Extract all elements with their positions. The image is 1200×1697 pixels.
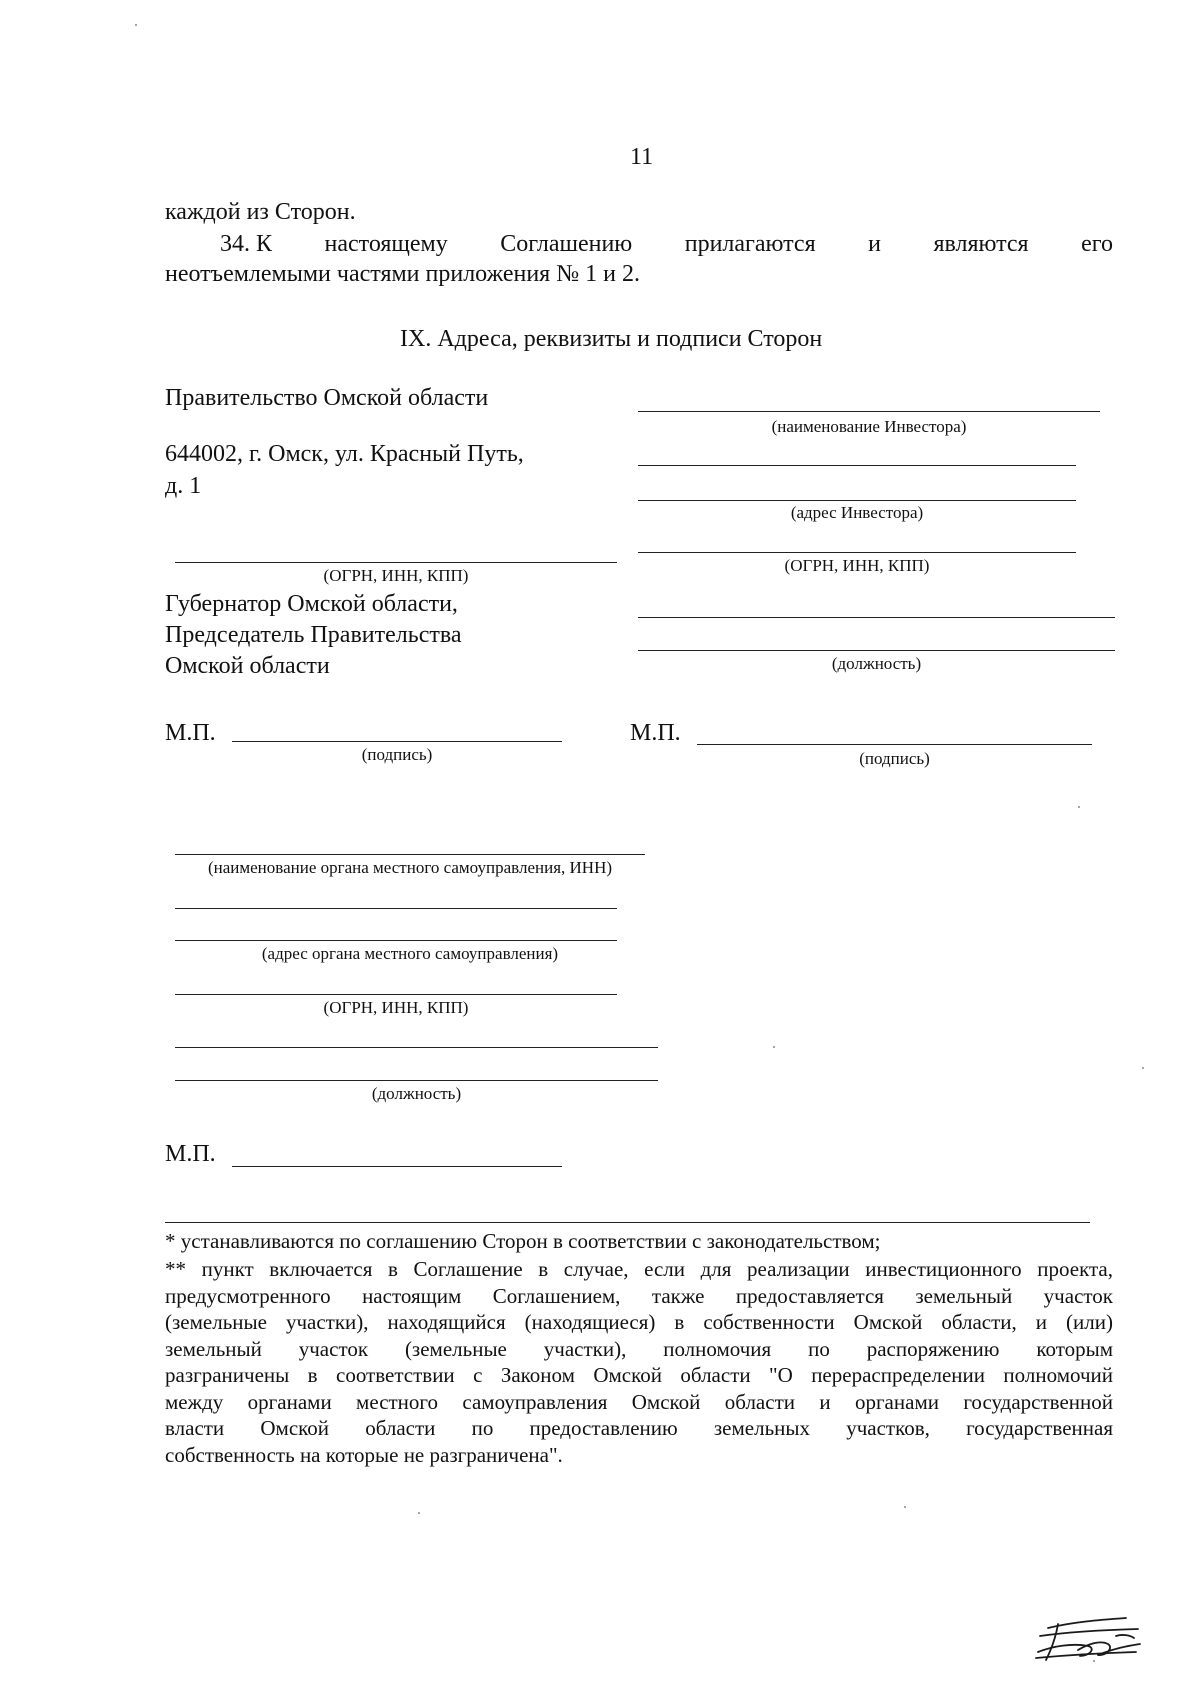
footnote-2-line: разграничены в соответствии с Законом Омской области "О перераспределении полномочий [165, 1363, 1113, 1387]
left-position-3: Омской области [165, 653, 330, 679]
scan-speck [135, 24, 137, 26]
local-signature-line [232, 1166, 562, 1167]
investor-address-caption: (адрес Инвестора) [790, 503, 924, 522]
investor-ogrn-caption: (ОГРН, ИНН, КПП) [784, 556, 930, 575]
left-ogrn-caption: (ОГРН, ИНН, КПП) [323, 566, 469, 585]
page-number: 11 [630, 144, 654, 170]
local-ogrn-caption: (ОГРН, ИНН, КПП) [323, 998, 469, 1017]
left-position-2: Председатель Правительства [165, 622, 462, 648]
investor-name-caption: (наименование Инвестора) [771, 417, 967, 436]
local-position-line-1 [175, 1047, 658, 1048]
local-name-line [175, 854, 645, 855]
p34-word: Соглашению [500, 231, 633, 257]
scan-speck [1093, 1660, 1095, 1662]
scan-speck [1078, 806, 1080, 808]
local-position-caption: (должность) [371, 1084, 462, 1103]
local-address-line-2 [175, 940, 617, 941]
local-mp-label: М.П. [165, 1141, 216, 1167]
investor-position-line-1 [638, 617, 1115, 618]
footnote-2-line: власти Омской области по предоставлению земельных участков, государственная [165, 1416, 1113, 1440]
body-line-1: каждой из Сторон. [165, 199, 356, 225]
local-name-caption: (наименование органа местного самоуправления, ИНН) [207, 858, 613, 877]
scan-speck [1142, 1067, 1144, 1069]
local-position-line-2 [175, 1080, 658, 1081]
paragraph-34-line-1 [165, 230, 1113, 258]
left-party-name: Правительство Омской области [165, 385, 489, 411]
scan-speck [773, 1046, 775, 1048]
left-party-address-2: д. 1 [165, 473, 202, 499]
p34-word: настоящему [324, 231, 448, 257]
left-signature-caption: (подпись) [361, 745, 433, 764]
p34-word: его [1081, 231, 1113, 257]
footnote-2-line: предусмотренного настоящим Соглашением, также предоставляется земельный участок [165, 1283, 1113, 1308]
footnote-2-line: (земельные участки), находящийся (находящиеся) в собственности Омской области, и (или) [165, 1310, 1113, 1334]
investor-ogrn-line [638, 552, 1076, 553]
footnote-2-line: между органами местного самоуправления Омской области и органами государственной [165, 1389, 1113, 1414]
investor-address-line-1 [638, 465, 1076, 466]
investor-signature-line [697, 744, 1092, 745]
local-ogrn-line [175, 994, 617, 995]
left-party-address-1: 644002, г. Омск, ул. Красный Путь, [165, 441, 524, 467]
footnote-2 [165, 1256, 1113, 1468]
footnote-separator [165, 1222, 1090, 1223]
p34-word: 34. К [220, 231, 273, 257]
investor-name-line [638, 411, 1100, 412]
p34-word: являются [933, 231, 1029, 257]
left-mp-label: М.П. [165, 720, 216, 746]
p34-word: прилагаются [684, 231, 816, 257]
footnote-2-line: ** пункт включается в Соглашение в случае, если для реализации инвестиционного проекта, [165, 1257, 1113, 1281]
local-address-line-1 [175, 908, 617, 909]
investor-position-line-2 [638, 650, 1115, 651]
paragraph-34-line-2: неотъемлемыми частями приложения № 1 и 2. [165, 261, 640, 287]
local-address-caption: (адрес органа местного самоуправления) [261, 944, 559, 963]
footnote-2-line: собственность на которые не разграничена". [165, 1442, 563, 1467]
section-title: IX. Адреса, реквизиты и подписи Сторон [400, 326, 823, 352]
footnote-1: * устанавливаются по соглашению Сторон в соответствии с законодательством; [165, 1229, 881, 1253]
p34-word: и [868, 231, 881, 257]
scan-speck [418, 1512, 420, 1514]
right-mp-label: М.П. [630, 720, 681, 746]
scan-speck [904, 1506, 906, 1508]
investor-position-caption: (должность) [831, 654, 922, 673]
left-signature-line [232, 741, 562, 742]
investor-address-line-2 [638, 500, 1076, 501]
left-position-1: Губернатор Омской области, [165, 591, 458, 617]
left-ogrn-line [175, 562, 617, 563]
footnote-2-line: земельный участок (земельные участки), полномочия по распоряжению которым [165, 1336, 1113, 1361]
investor-signature-caption: (подпись) [859, 749, 930, 768]
